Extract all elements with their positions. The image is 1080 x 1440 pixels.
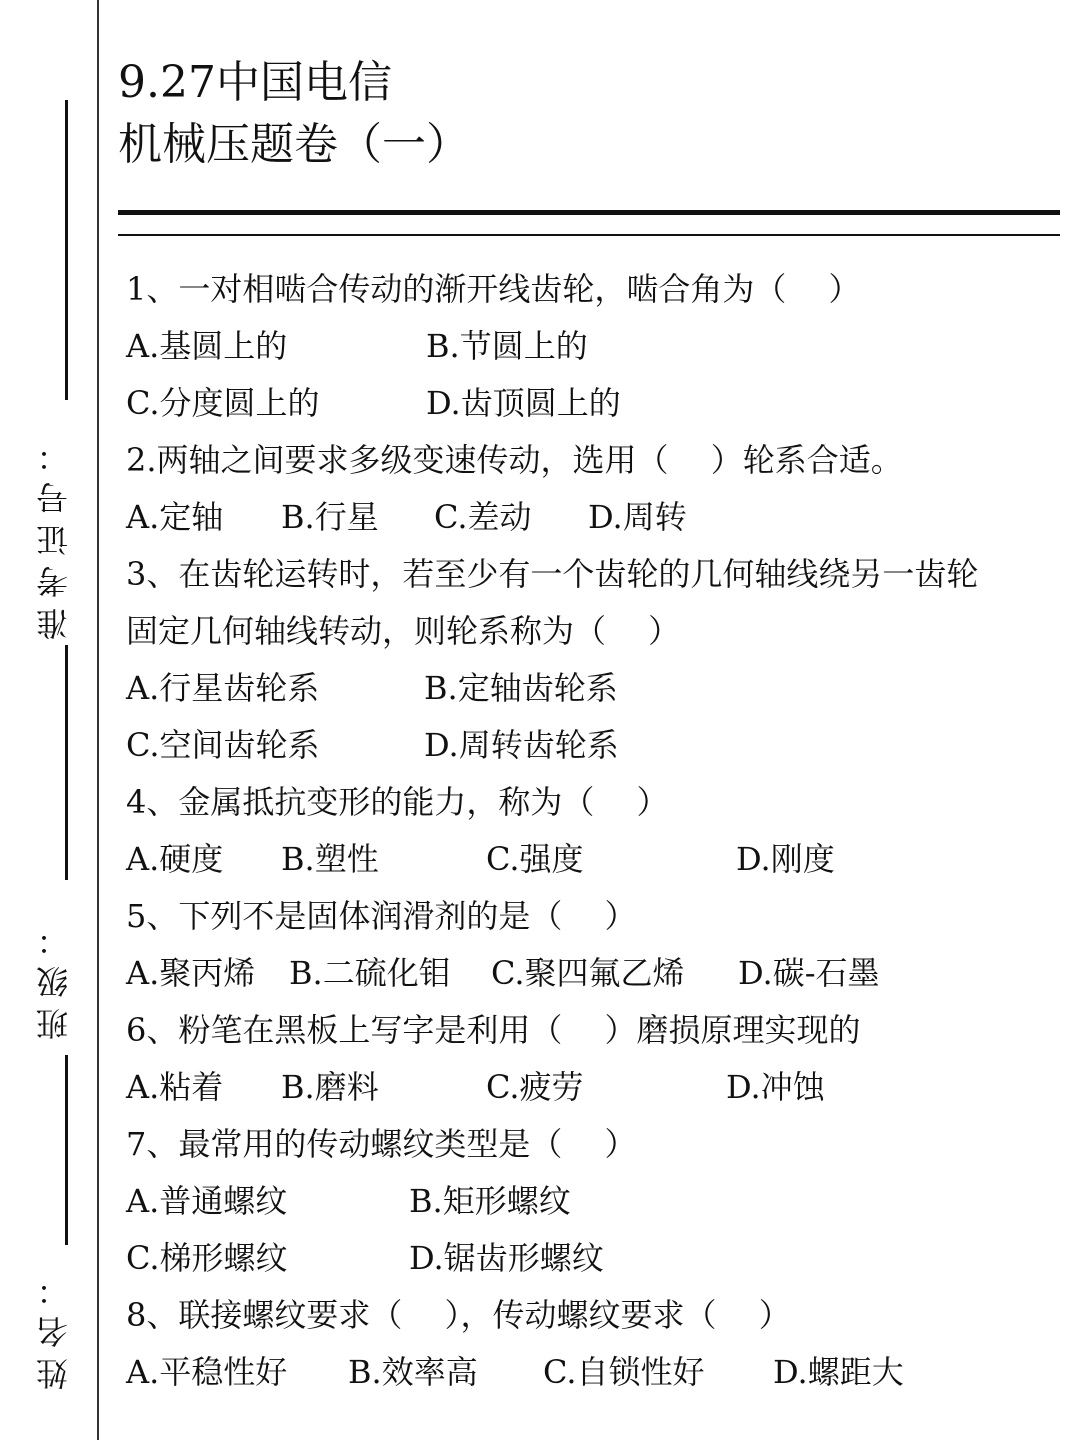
admission-number-label: 准考证号： [35, 430, 73, 640]
exam-title-line-1: 9.27中国电信 [118, 57, 392, 108]
option-c: C.空间齿轮系 [126, 726, 320, 764]
option-b: B.效率高 [348, 1353, 478, 1391]
option-b: B.行星 [281, 498, 379, 536]
option-d: D.螺距大 [773, 1353, 904, 1391]
option-row [126, 1230, 1056, 1287]
option-d: D.冲蚀 [726, 1068, 825, 1106]
question-stem: 2.两轴之间要求多级变速传动，选用（ ）轮系合适。 [126, 441, 903, 479]
option-row [126, 375, 1056, 432]
option-a: A.粘着 [126, 1068, 224, 1106]
exam-title-line-2: 机械压题卷（一） [118, 119, 470, 170]
option-a: A.行星齿轮系 [126, 669, 320, 707]
binding-margin-rule [97, 0, 99, 1440]
option-b: B.定轴齿轮系 [424, 669, 618, 707]
option-b: B.磨料 [281, 1068, 379, 1106]
question-stem: 8、联接螺纹要求（ ），传动螺纹要求（ ） [126, 1296, 791, 1334]
option-row [126, 1173, 1056, 1230]
question-stem: 4、金属抵抗变形的能力，称为（ ） [126, 783, 669, 821]
question-list [126, 261, 1056, 1401]
question-stem: 3、在齿轮运转时，若至少有一个齿轮的几何轴线绕另一齿轮 [126, 555, 979, 593]
question-stem: 7、最常用的传动螺纹类型是（ ） [126, 1125, 637, 1163]
option-a: A.聚丙烯 [126, 954, 256, 992]
option-a: A.平稳性好 [126, 1353, 288, 1391]
option-d: D.碳-石墨 [738, 954, 880, 992]
name-line [65, 1055, 68, 1245]
option-b: B.矩形螺纹 [409, 1182, 571, 1220]
option-c: C.强度 [486, 840, 584, 878]
question-stem: 5、下列不是固体润滑剂的是（ ） [126, 897, 637, 935]
admission-number-field [22, 100, 86, 640]
option-c: C.自锁性好 [543, 1353, 705, 1391]
option-c: C.分度圆上的 [126, 384, 320, 422]
option-c: C.差动 [434, 498, 532, 536]
class-field [22, 645, 86, 1045]
option-a: A.基圆上的 [126, 327, 288, 365]
option-row [126, 945, 1056, 1002]
option-row [126, 717, 1056, 774]
option-d: D.刚度 [736, 840, 835, 878]
name-label: 姓名： [35, 1264, 73, 1390]
question-stem: 1、一对相啮合传动的渐开线齿轮，啮合角为（ ） [126, 270, 861, 308]
option-d: D.齿顶圆上的 [426, 384, 621, 422]
option-c: C.疲劳 [486, 1068, 584, 1106]
option-a: A.定轴 [126, 498, 224, 536]
option-a: A.普通螺纹 [126, 1182, 288, 1220]
exam-header [118, 52, 470, 176]
option-row [126, 1344, 1056, 1401]
header-rule-thick [118, 210, 1060, 215]
class-line [65, 645, 68, 880]
class-label: 班级： [35, 914, 73, 1040]
option-b: B.二硫化钼 [289, 954, 451, 992]
option-d: D.周转 [588, 498, 687, 536]
option-row [126, 831, 1056, 888]
option-row [126, 1059, 1056, 1116]
option-c: C.聚四氟乙烯 [491, 954, 685, 992]
option-d: D.锯齿形螺纹 [409, 1239, 604, 1277]
option-d: D.周转齿轮系 [424, 726, 619, 764]
question-stem-continued: 固定几何轴线转动，则轮系称为（ ） [126, 612, 681, 650]
header-rule-thin [118, 234, 1060, 236]
option-row [126, 489, 1056, 546]
option-b: B.塑性 [281, 840, 379, 878]
admission-number-line [65, 100, 68, 400]
name-field [22, 1055, 86, 1390]
option-row [126, 318, 1056, 375]
question-stem: 6、粉笔在黑板上写字是利用（ ）磨损原理实现的 [126, 1011, 861, 1049]
option-a: A.硬度 [126, 840, 224, 878]
option-b: B.节圆上的 [426, 327, 588, 365]
option-c: C.梯形螺纹 [126, 1239, 288, 1277]
option-row [126, 660, 1056, 717]
